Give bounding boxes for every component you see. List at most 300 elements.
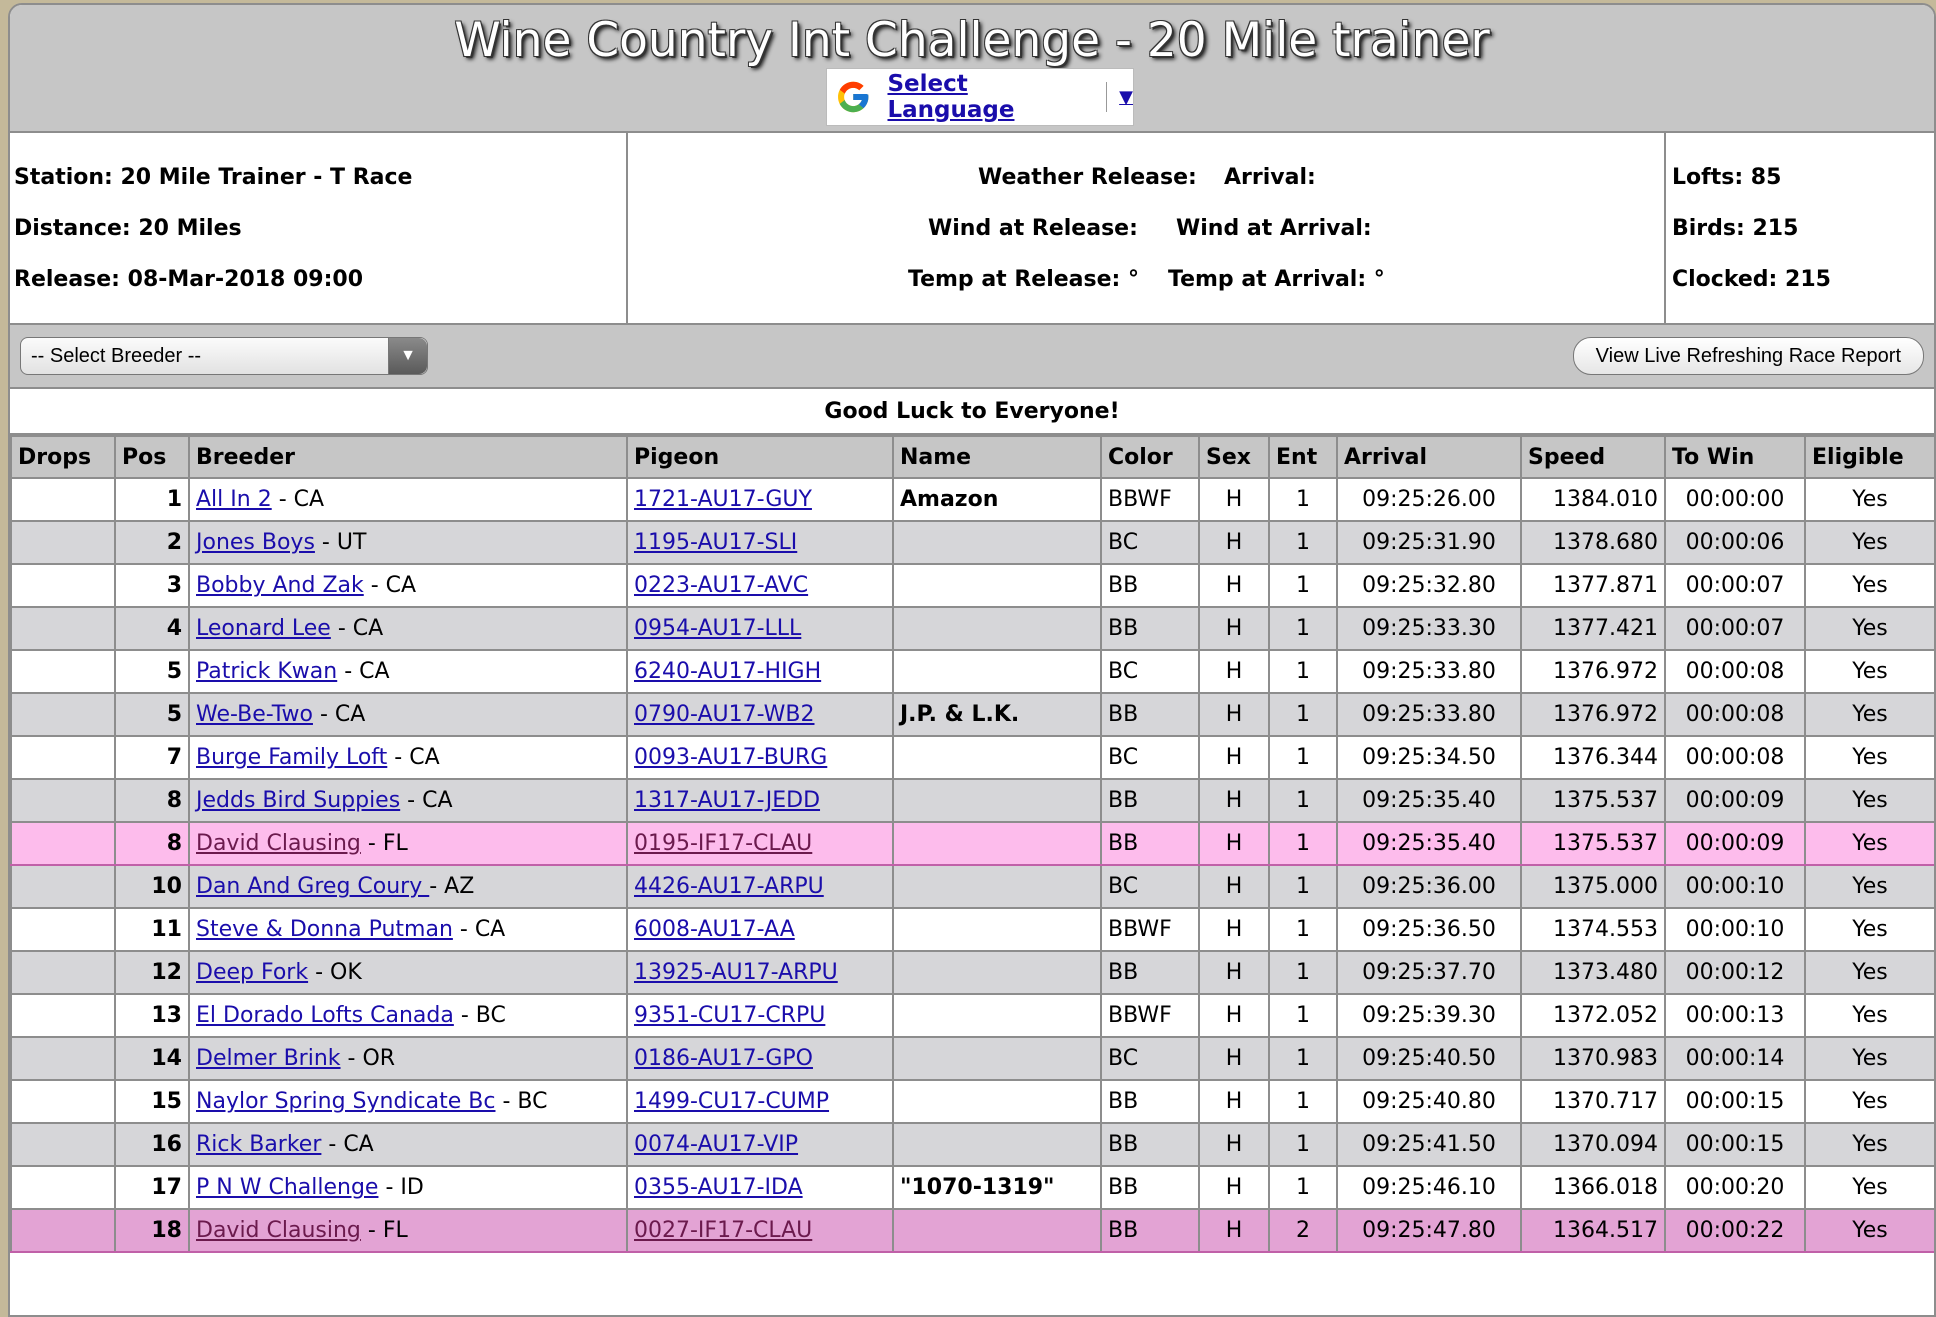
breeder-link[interactable]: Leonard Lee <box>196 616 331 641</box>
color-cell: BBWF <box>1101 478 1199 521</box>
breeder-link[interactable]: We-Be-Two <box>196 702 313 727</box>
breeder-cell <box>189 1037 627 1080</box>
arrival-cell: 09:25:33.80 <box>1337 693 1521 736</box>
temp-arrival-label: Temp at Arrival: ° <box>1168 267 1385 292</box>
position-cell: 13 <box>115 994 189 1037</box>
wind-arrival-label: Wind at Arrival: <box>1176 216 1372 241</box>
to-win-cell: 00:00:00 <box>1665 478 1805 521</box>
table-row <box>11 1080 1935 1123</box>
color-cell: BBWF <box>1101 994 1199 1037</box>
toolbar <box>10 325 1934 389</box>
column-header: Arrival <box>1337 436 1521 478</box>
breeder-link[interactable]: Jones Boys <box>196 530 315 555</box>
language-selector[interactable] <box>826 68 1134 126</box>
drops-cell <box>11 951 115 994</box>
breeder-state: - ID <box>378 1175 424 1200</box>
drops-cell <box>11 1037 115 1080</box>
pigeon-link[interactable]: 0093-AU17-BURG <box>634 745 828 770</box>
table-header-row <box>11 436 1935 478</box>
breeder-cell <box>189 908 627 951</box>
speed-cell: 1370.983 <box>1521 1037 1665 1080</box>
arrival-cell: 09:25:34.50 <box>1337 736 1521 779</box>
position-cell: 18 <box>115 1209 189 1252</box>
pigeon-link[interactable]: 1317-AU17-JEDD <box>634 788 821 813</box>
breeder-link[interactable]: Steve & Donna Putman <box>196 917 453 942</box>
breeder-cell <box>189 1080 627 1123</box>
entry-cell: 1 <box>1269 478 1337 521</box>
race-info-counts <box>1666 133 1934 323</box>
eligible-cell: Yes <box>1805 693 1935 736</box>
column-header: Drops <box>11 436 115 478</box>
column-header: Eligible <box>1805 436 1935 478</box>
page-title: Wine Country Int Challenge - 20 Mile trainer <box>454 13 1490 68</box>
entry-cell: 1 <box>1269 1166 1337 1209</box>
bird-name-cell <box>893 1080 1101 1123</box>
column-header: Pigeon <box>627 436 893 478</box>
entry-cell: 1 <box>1269 951 1337 994</box>
to-win-cell: 00:00:12 <box>1665 951 1805 994</box>
speed-cell: 1373.480 <box>1521 951 1665 994</box>
color-cell: BBWF <box>1101 908 1199 951</box>
table-row <box>11 521 1935 564</box>
entry-cell: 1 <box>1269 865 1337 908</box>
drops-cell <box>11 607 115 650</box>
position-cell: 10 <box>115 865 189 908</box>
color-cell: BB <box>1101 1123 1199 1166</box>
breeder-state: - CA <box>312 702 366 727</box>
arrival-cell: 09:25:33.80 <box>1337 650 1521 693</box>
entry-cell: 1 <box>1269 908 1337 951</box>
arrival-cell: 09:25:33.30 <box>1337 607 1521 650</box>
sex-cell: H <box>1199 1037 1269 1080</box>
speed-cell: 1384.010 <box>1521 478 1665 521</box>
pigeon-link[interactable]: 6008-AU17-AA <box>634 917 795 942</box>
to-win-cell: 00:00:14 <box>1665 1037 1805 1080</box>
race-info <box>10 133 1934 325</box>
breeder-cell <box>189 779 627 822</box>
to-win-cell: 00:00:06 <box>1665 521 1805 564</box>
table-row <box>11 736 1935 779</box>
sex-cell: H <box>1199 994 1269 1037</box>
breeder-link[interactable]: Deep Fork <box>196 960 309 985</box>
pigeon-link[interactable]: 1721-AU17-GUY <box>634 487 812 512</box>
entry-cell: 1 <box>1269 564 1337 607</box>
to-win-cell: 00:00:08 <box>1665 650 1805 693</box>
speed-cell: 1374.553 <box>1521 908 1665 951</box>
clocked-count: Clocked: 215 <box>1672 267 1831 292</box>
bird-name-cell <box>893 994 1101 1037</box>
sex-cell: H <box>1199 564 1269 607</box>
drops-cell <box>11 1080 115 1123</box>
breeder-cell <box>189 650 627 693</box>
eligible-cell: Yes <box>1805 607 1935 650</box>
drops-cell <box>11 564 115 607</box>
pigeon-link[interactable]: 0195-IF17-CLAU <box>634 831 813 856</box>
eligible-cell: Yes <box>1805 779 1935 822</box>
breeder-link[interactable]: Rick Barker <box>196 1132 322 1157</box>
eligible-cell: Yes <box>1805 478 1935 521</box>
sex-cell: H <box>1199 650 1269 693</box>
good-luck-banner: Good Luck to Everyone! <box>10 389 1934 435</box>
eligible-cell: Yes <box>1805 994 1935 1037</box>
breeder-select[interactable] <box>20 337 428 375</box>
sex-cell: H <box>1199 521 1269 564</box>
arrival-cell: 09:25:35.40 <box>1337 822 1521 865</box>
breeder-state: - CA <box>330 616 384 641</box>
speed-cell: 1375.000 <box>1521 865 1665 908</box>
to-win-cell: 00:00:08 <box>1665 693 1805 736</box>
breeder-state: - OR <box>340 1046 396 1071</box>
breeder-link[interactable]: P N W Challenge <box>196 1175 379 1200</box>
table-row <box>11 822 1935 865</box>
pigeon-link[interactable]: 1195-AU17-SLI <box>634 530 798 555</box>
position-cell: 17 <box>115 1166 189 1209</box>
sex-cell: H <box>1199 822 1269 865</box>
sex-cell: H <box>1199 1080 1269 1123</box>
position-cell: 12 <box>115 951 189 994</box>
entry-cell: 1 <box>1269 693 1337 736</box>
sex-cell: H <box>1199 1123 1269 1166</box>
breeder-cell <box>189 1209 627 1252</box>
color-cell: BB <box>1101 1080 1199 1123</box>
arrival-cell: 09:25:37.70 <box>1337 951 1521 994</box>
position-cell: 5 <box>115 693 189 736</box>
breeder-state: - AZ <box>429 874 475 899</box>
breeder-link[interactable]: Delmer Brink <box>196 1046 341 1071</box>
google-icon <box>835 78 871 116</box>
language-dropdown-arrow-icon[interactable]: ▼ <box>1119 86 1133 108</box>
column-header: Color <box>1101 436 1199 478</box>
breeder-cell <box>189 478 627 521</box>
pigeon-cell <box>627 1037 893 1080</box>
breeder-cell <box>189 865 627 908</box>
arrival-cell: 09:25:31.90 <box>1337 521 1521 564</box>
pigeon-cell <box>627 1080 893 1123</box>
eligible-cell: Yes <box>1805 1209 1935 1252</box>
bird-name-cell <box>893 1123 1101 1166</box>
breeder-cell <box>189 994 627 1037</box>
breeder-link[interactable]: Naylor Spring Syndicate Bc <box>196 1089 496 1114</box>
arrival-cell: 09:25:40.80 <box>1337 1080 1521 1123</box>
drops-cell <box>11 693 115 736</box>
sex-cell: H <box>1199 951 1269 994</box>
eligible-cell: Yes <box>1805 1037 1935 1080</box>
to-win-cell: 00:00:20 <box>1665 1166 1805 1209</box>
breeder-state: - FL <box>360 1218 408 1243</box>
breeder-link[interactable]: Bobby And Zak <box>196 573 364 598</box>
arrival-cell: 09:25:32.80 <box>1337 564 1521 607</box>
birds-count: Birds: 215 <box>1672 216 1799 241</box>
table-row <box>11 994 1935 1037</box>
breeder-cell <box>189 736 627 779</box>
pigeon-link[interactable]: 0355-AU17-IDA <box>634 1175 803 1200</box>
language-divider <box>1106 82 1107 112</box>
to-win-cell: 00:00:13 <box>1665 994 1805 1037</box>
table-row <box>11 1166 1935 1209</box>
arrival-cell: 09:25:40.50 <box>1337 1037 1521 1080</box>
drops-cell <box>11 908 115 951</box>
drops-cell <box>11 822 115 865</box>
breeder-link[interactable]: David Clausing <box>196 1218 361 1243</box>
table-row <box>11 1037 1935 1080</box>
speed-cell: 1366.018 <box>1521 1166 1665 1209</box>
breeder-link[interactable]: El Dorado Lofts Canada <box>196 1003 454 1028</box>
breeder-state: - CA <box>271 487 325 512</box>
table-row <box>11 1209 1935 1252</box>
race-info-weather <box>628 133 1666 323</box>
bird-name-cell <box>893 1037 1101 1080</box>
sex-cell: H <box>1199 736 1269 779</box>
drops-cell <box>11 650 115 693</box>
breeder-state: - CA <box>337 659 390 684</box>
drops-cell <box>11 1166 115 1209</box>
eligible-cell: Yes <box>1805 736 1935 779</box>
position-cell: 2 <box>115 521 189 564</box>
pigeon-cell <box>627 779 893 822</box>
drops-cell <box>11 736 115 779</box>
eligible-cell: Yes <box>1805 908 1935 951</box>
bird-name-cell <box>893 951 1101 994</box>
breeder-state: - UT <box>314 530 367 555</box>
entry-cell: 1 <box>1269 1080 1337 1123</box>
pigeon-cell <box>627 1209 893 1252</box>
to-win-cell: 00:00:09 <box>1665 822 1805 865</box>
live-report-button[interactable]: View Live Refreshing Race Report <box>1573 337 1924 375</box>
breeder-link[interactable]: Patrick Kwan <box>196 659 338 684</box>
breeder-state: - CA <box>400 788 453 813</box>
speed-cell: 1378.680 <box>1521 521 1665 564</box>
to-win-cell: 00:00:10 <box>1665 908 1805 951</box>
release-label: Release: 08-Mar-2018 09:00 <box>14 267 364 292</box>
to-win-cell: 00:00:07 <box>1665 607 1805 650</box>
color-cell: BC <box>1101 865 1199 908</box>
breeder-link[interactable]: Dan And Greg Coury <box>196 874 430 899</box>
color-cell: BB <box>1101 693 1199 736</box>
pigeon-link[interactable]: 0954-AU17-LLL <box>634 616 802 641</box>
bird-name-cell <box>893 650 1101 693</box>
sex-cell: H <box>1199 779 1269 822</box>
pigeon-cell <box>627 951 893 994</box>
eligible-cell: Yes <box>1805 1166 1935 1209</box>
entry-cell: 1 <box>1269 650 1337 693</box>
table-row <box>11 478 1935 521</box>
position-cell: 8 <box>115 822 189 865</box>
pigeon-link[interactable]: 0074-AU17-VIP <box>634 1132 799 1157</box>
entry-cell: 1 <box>1269 736 1337 779</box>
position-cell: 5 <box>115 650 189 693</box>
arrival-cell: 09:25:39.30 <box>1337 994 1521 1037</box>
speed-cell: 1372.052 <box>1521 994 1665 1037</box>
race-info-left <box>10 133 628 323</box>
table-row <box>11 908 1935 951</box>
temp-release-label: Temp at Release: ° <box>908 267 1139 292</box>
column-header: Pos <box>115 436 189 478</box>
select-language-link[interactable]: Select Language <box>887 71 1015 123</box>
pigeon-link[interactable]: 9351-CU17-CRPU <box>634 1003 826 1028</box>
page-header <box>10 5 1934 133</box>
pigeon-cell <box>627 736 893 779</box>
arrival-label: Arrival: <box>1224 165 1316 190</box>
entry-cell: 1 <box>1269 779 1337 822</box>
eligible-cell: Yes <box>1805 650 1935 693</box>
sex-cell: H <box>1199 1209 1269 1252</box>
breeder-state: - CA <box>363 573 417 598</box>
speed-cell: 1377.421 <box>1521 607 1665 650</box>
pigeon-cell <box>627 521 893 564</box>
bird-name-cell: J.P. & L.K. <box>893 693 1101 736</box>
entry-cell: 1 <box>1269 1037 1337 1080</box>
breeder-link[interactable]: All In 2 <box>196 487 272 512</box>
entry-cell: 1 <box>1269 994 1337 1037</box>
pigeon-cell <box>627 1123 893 1166</box>
bird-name-cell <box>893 521 1101 564</box>
arrival-cell: 09:25:47.80 <box>1337 1209 1521 1252</box>
pigeon-cell <box>627 1166 893 1209</box>
breeder-state: - CA <box>452 917 506 942</box>
breeder-link[interactable]: Jedds Bird Suppies <box>196 788 401 813</box>
arrival-cell: 09:25:36.00 <box>1337 865 1521 908</box>
eligible-cell: Yes <box>1805 1080 1935 1123</box>
position-cell: 3 <box>115 564 189 607</box>
bird-name-cell <box>893 779 1101 822</box>
sex-cell: H <box>1199 908 1269 951</box>
position-cell: 1 <box>115 478 189 521</box>
breeder-cell <box>189 951 627 994</box>
pigeon-cell <box>627 865 893 908</box>
breeder-link[interactable]: David Clausing <box>196 831 361 856</box>
drops-cell <box>11 1123 115 1166</box>
speed-cell: 1376.972 <box>1521 650 1665 693</box>
entry-cell: 1 <box>1269 521 1337 564</box>
results-table <box>10 435 1936 1253</box>
eligible-cell: Yes <box>1805 951 1935 994</box>
sex-cell: H <box>1199 607 1269 650</box>
position-cell: 15 <box>115 1080 189 1123</box>
pigeon-cell <box>627 650 893 693</box>
column-header: Speed <box>1521 436 1665 478</box>
table-row <box>11 650 1935 693</box>
bird-name-cell: "1070-1319" <box>893 1166 1101 1209</box>
pigeon-link[interactable]: 1499-CU17-CUMP <box>634 1089 830 1114</box>
breeder-state: - BC <box>453 1003 506 1028</box>
table-row <box>11 779 1935 822</box>
entry-cell: 1 <box>1269 822 1337 865</box>
position-cell: 11 <box>115 908 189 951</box>
pigeon-link[interactable]: 4426-AU17-ARPU <box>634 874 824 899</box>
position-cell: 14 <box>115 1037 189 1080</box>
pigeon-cell <box>627 564 893 607</box>
distance-label: Distance: 20 Miles <box>14 216 242 241</box>
arrival-cell: 09:25:26.00 <box>1337 478 1521 521</box>
breeder-state: - BC <box>495 1089 548 1114</box>
color-cell: BC <box>1101 521 1199 564</box>
column-header: To Win <box>1665 436 1805 478</box>
sex-cell: H <box>1199 693 1269 736</box>
column-header: Ent <box>1269 436 1337 478</box>
speed-cell: 1370.094 <box>1521 1123 1665 1166</box>
pigeon-link[interactable]: 13925-AU17-ARPU <box>634 960 838 985</box>
chevron-down-icon[interactable]: ▼ <box>388 338 427 374</box>
pigeon-cell <box>627 994 893 1037</box>
bird-name-cell <box>893 908 1101 951</box>
eligible-cell: Yes <box>1805 521 1935 564</box>
drops-cell <box>11 865 115 908</box>
breeder-state: - CA <box>321 1132 374 1157</box>
position-cell: 16 <box>115 1123 189 1166</box>
sex-cell: H <box>1199 1166 1269 1209</box>
drops-cell <box>11 779 115 822</box>
breeder-state: - CA <box>387 745 440 770</box>
position-cell: 7 <box>115 736 189 779</box>
to-win-cell: 00:00:15 <box>1665 1123 1805 1166</box>
arrival-cell: 09:25:36.50 <box>1337 908 1521 951</box>
to-win-cell: 00:00:22 <box>1665 1209 1805 1252</box>
pigeon-link[interactable]: 0027-IF17-CLAU <box>634 1218 813 1243</box>
color-cell: BB <box>1101 1166 1199 1209</box>
table-row <box>11 1123 1935 1166</box>
position-cell: 4 <box>115 607 189 650</box>
eligible-cell: Yes <box>1805 822 1935 865</box>
pigeon-link[interactable]: 0223-AU17-AVC <box>634 573 809 598</box>
drops-cell <box>11 521 115 564</box>
speed-cell: 1375.537 <box>1521 779 1665 822</box>
breeder-cell <box>189 693 627 736</box>
pigeon-link[interactable]: 6240-AU17-HIGH <box>634 659 822 684</box>
pigeon-link[interactable]: 0790-AU17-WB2 <box>634 702 815 727</box>
color-cell: BB <box>1101 779 1199 822</box>
table-row <box>11 564 1935 607</box>
speed-cell: 1370.717 <box>1521 1080 1665 1123</box>
bird-name-cell <box>893 564 1101 607</box>
bird-name-cell <box>893 865 1101 908</box>
pigeon-cell <box>627 607 893 650</box>
bird-name-cell <box>893 822 1101 865</box>
color-cell: BB <box>1101 607 1199 650</box>
table-row <box>11 693 1935 736</box>
speed-cell: 1376.344 <box>1521 736 1665 779</box>
pigeon-link[interactable]: 0186-AU17-GPO <box>634 1046 813 1071</box>
pigeon-cell <box>627 908 893 951</box>
column-header: Breeder <box>189 436 627 478</box>
bird-name-cell <box>893 736 1101 779</box>
breeder-cell <box>189 1123 627 1166</box>
station-label: Station: 20 Mile Trainer - T Race <box>14 165 413 190</box>
speed-cell: 1364.517 <box>1521 1209 1665 1252</box>
color-cell: BC <box>1101 650 1199 693</box>
speed-cell: 1377.871 <box>1521 564 1665 607</box>
breeder-cell <box>189 564 627 607</box>
table-row <box>11 951 1935 994</box>
color-cell: BC <box>1101 1037 1199 1080</box>
sex-cell: H <box>1199 865 1269 908</box>
report-page <box>8 3 1936 1317</box>
breeder-cell <box>189 521 627 564</box>
drops-cell <box>11 994 115 1037</box>
to-win-cell: 00:00:08 <box>1665 736 1805 779</box>
weather-release-label: Weather Release: <box>978 165 1197 190</box>
eligible-cell: Yes <box>1805 865 1935 908</box>
eligible-cell: Yes <box>1805 564 1935 607</box>
bird-name-cell <box>893 607 1101 650</box>
to-win-cell: 00:00:07 <box>1665 564 1805 607</box>
color-cell: BC <box>1101 736 1199 779</box>
to-win-cell: 00:00:15 <box>1665 1080 1805 1123</box>
color-cell: BB <box>1101 822 1199 865</box>
pigeon-cell <box>627 693 893 736</box>
breeder-cell <box>189 607 627 650</box>
wind-release-label: Wind at Release: <box>928 216 1138 241</box>
breeder-link[interactable]: Burge Family Loft <box>196 745 388 770</box>
